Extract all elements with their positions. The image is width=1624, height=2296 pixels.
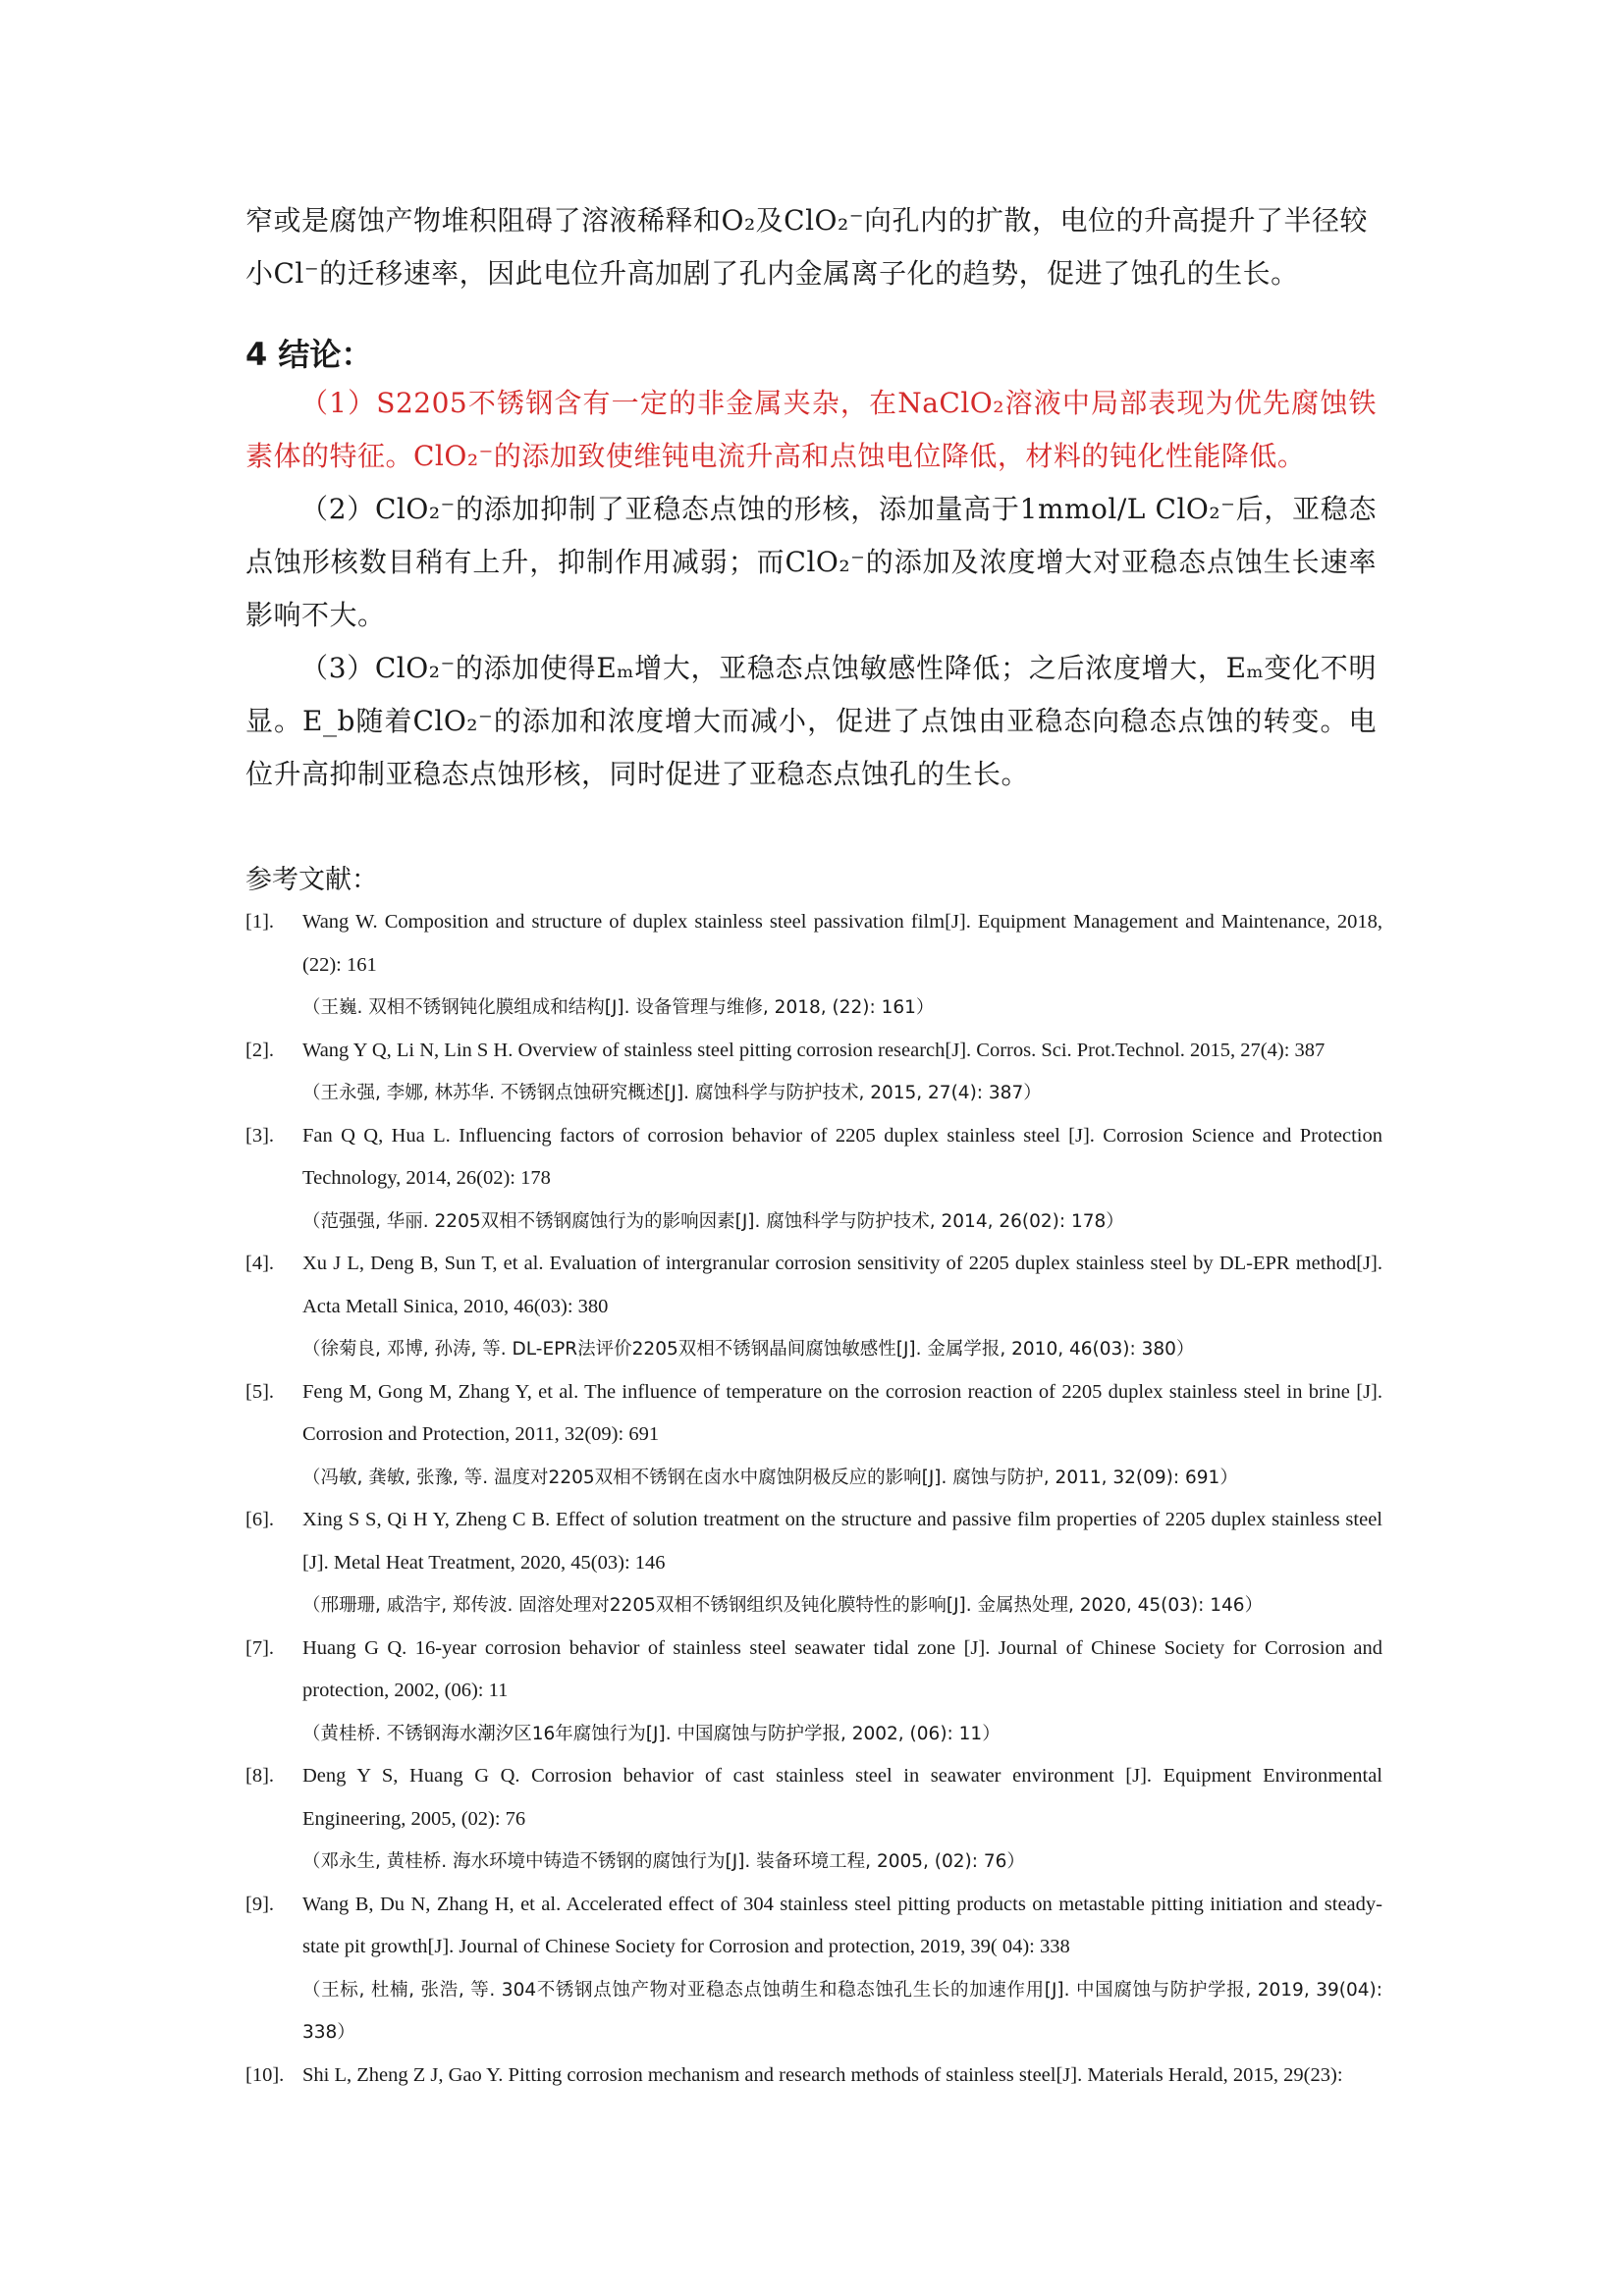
reference-item <box>245 2055 1382 2098</box>
reference-number: [3]. <box>245 1124 275 1147</box>
reference-english: Xing S S, Qi H Y, Zheng C B. Effect of solution treatment on the structure and passive film properties of 2205 duplex stainless steel [J]. Metal Heat Treatment, 2020, 45(03): 146 <box>302 1509 1382 1574</box>
reference-number: [9]. <box>245 1893 275 1915</box>
reference-number: [1]. <box>245 911 275 933</box>
reference-item <box>245 1030 1382 1115</box>
reference-item <box>245 1115 1382 1244</box>
reference-chinese: （王永强, 李娜, 林苏华. 不锈钢点蚀研究概述[J]. 腐蚀科学与防护技术, 2015, 27(4): 387） <box>302 1083 1042 1103</box>
conclusions <box>245 377 1377 801</box>
reference-item <box>245 1499 1382 1628</box>
reference-number: [7]. <box>245 1636 275 1659</box>
reference-item <box>245 1371 1382 1500</box>
reference-english: Fan Q Q, Hua L. Influencing factors of corrosion behavior of 2205 duplex stainless steel [J]. Corrosion Science and Protection Technology, 2014, 26(02): 178 <box>302 1124 1382 1189</box>
conclusion-1: （1）S2205不锈钢含有一定的非金属夹杂，在NaClO₂溶液中局部表现为优先腐蚀铁素体的特征。ClO₂⁻的添加致使维钝电流升高和点蚀电位降低，材料的钝化性能降低。 <box>245 387 1377 472</box>
conclusion-3: （3）ClO₂⁻的添加使得Eₘ增大，亚稳态点蚀敏感性降低；之后浓度增大，Eₘ变化不明显。E_b随着ClO₂⁻的添加和浓度增大而减小，促进了点蚀由亚稳态向稳态点蚀的转变。电位升高抑制亚稳态点蚀形核，同时促进了亚稳态点蚀孔的生长。 <box>245 652 1377 790</box>
reference-english: Xu J L, Deng B, Sun T, et al. Evaluation of intergranular corrosion sensitivity of 2205 duplex stainless steel by DL-EPR method[J]. Acta Metall Sinica, 2010, 46(03): 380 <box>302 1253 1382 1317</box>
section-heading: 4 结论： <box>245 336 373 373</box>
reference-english: Deng Y S, Huang G Q. Corrosion behavior of cast stainless steel in seawater environment [J]. Equipment Environmental Engineering, 2005, (02): 76 <box>302 1765 1382 1830</box>
reference-chinese: （邢珊珊, 戚浩宇, 郑传波. 固溶处理对2205双相不锈钢组织及钝化膜特性的影响[J]. 金属热处理, 2020, 45(03): 146） <box>302 1595 1264 1616</box>
references-title: 参考文献： <box>245 865 378 895</box>
reference-chinese: （冯敏, 龚敏, 张豫, 等. 温度对2205双相不锈钢在卤水中腐蚀阴极反应的影响[J]. 腐蚀与防护, 2011, 32(09): 691） <box>302 1467 1238 1488</box>
reference-list <box>245 901 1382 2097</box>
conclusion-2: （2）ClO₂⁻的添加抑制了亚稳态点蚀的形核，添加量高于1mmol/L ClO₂⁻后，亚稳态点蚀形核数目稍有上升，抑制作用减弱；而ClO₂⁻的添加及浓度增大对亚稳态点蚀生长速率影响不大。 <box>245 493 1377 631</box>
reference-item <box>245 1243 1382 1371</box>
reference-number: [8]. <box>245 1765 275 1787</box>
reference-chinese: （邓永生, 黄桂桥. 海水环境中铸造不锈钢的腐蚀行为[J]. 装备环境工程, 2005, (02): 76） <box>302 1851 1025 1872</box>
reference-chinese: （王巍. 双相不锈钢钝化膜组成和结构[J]. 设备管理与维修, 2018, (22): 161） <box>302 997 935 1018</box>
intro-paragraph <box>245 194 1377 300</box>
reference-english: Huang G Q. 16-year corrosion behavior of stainless steel seawater tidal zone [J]. Journal of Chinese Society for Corrosion and protection, 2002, (06): 11 <box>302 1636 1382 1701</box>
reference-chinese: （范强强, 华丽. 2205双相不锈钢腐蚀行为的影响因素[J]. 腐蚀科学与防护技术, 2014, 26(02): 178） <box>302 1210 1124 1232</box>
reference-item <box>245 1884 1382 2055</box>
reference-english: Feng M, Gong M, Zhang Y, et al. The influence of temperature on the corrosion reaction of 2205 duplex stainless steel in brine [J]. Corrosion and Protection, 2011, 32(09): 691 <box>302 1380 1382 1445</box>
reference-english: Wang Y Q, Li N, Lin S H. Overview of stainless steel pitting corrosion research[J]. Corros. Sci. Prot.Technol. 2015, 27(4): 387 <box>302 1039 1326 1061</box>
intro-line-2: 小Cl⁻的迁移速率，因此电位升高加剧了孔内金属离子化的趋势，促进了蚀孔的生长。 <box>245 257 1299 290</box>
reference-item <box>245 1755 1382 1884</box>
reference-number: [2]. <box>245 1039 275 1061</box>
reference-number: [6]. <box>245 1509 275 1530</box>
reference-english: Wang B, Du N, Zhang H, et al. Accelerated effect of 304 stainless steel pitting products on metastable pitting initiation and steady-state pit growth[J]. Journal of Chinese Society for Corrosion and protection, 2019, 39( 04): 338 <box>302 1893 1382 1957</box>
intro-line-1: 窄或是腐蚀产物堆积阻碍了溶液稀释和O₂及ClO₂⁻向孔内的扩散，电位的升高提升了半径较 <box>245 204 1369 237</box>
reference-number: [5]. <box>245 1380 275 1403</box>
reference-item <box>245 901 1382 1030</box>
reference-chinese: （徐菊良, 邓博, 孙涛, 等. DL-EPR法评价2205双相不锈钢晶间腐蚀敏感性[J]. 金属学报, 2010, 46(03): 380） <box>302 1339 1195 1360</box>
reference-item <box>245 1628 1382 1756</box>
reference-english: Shi L, Zheng Z J, Gao Y. Pitting corrosion mechanism and research methods of stainless steel[J]. Materials Herald, 2015, 29(23): <box>302 2063 1343 2086</box>
reference-number: [4]. <box>245 1253 275 1274</box>
reference-chinese: （王标, 杜楠, 张浩, 等. 304不锈钢点蚀产物对亚稳态点蚀萌生和稳态蚀孔生长的加速作用[J]. 中国腐蚀与防护学报, 2019, 39(04): 338） <box>302 1979 1382 2043</box>
reference-english: Wang W. Composition and structure of duplex stainless steel passivation film[J]. Equipment Management and Maintenance, 2018, (22): 161 <box>302 911 1382 976</box>
reference-number: [10]. <box>245 2063 285 2086</box>
reference-chinese: （黄桂桥. 不锈钢海水潮汐区16年腐蚀行为[J]. 中国腐蚀与防护学报, 2002, (06): 11） <box>302 1723 1001 1744</box>
